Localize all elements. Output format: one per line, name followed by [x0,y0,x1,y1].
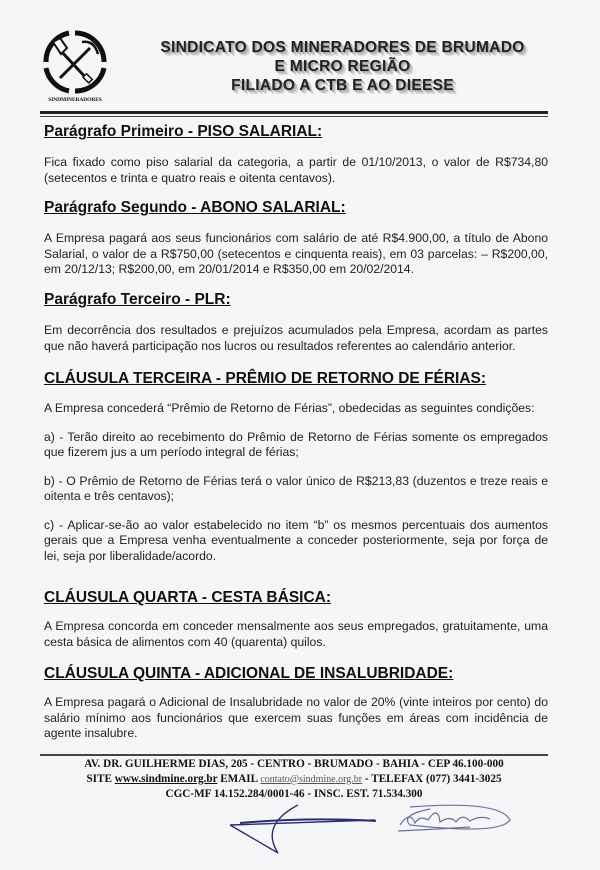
section-heading: Parágrafo Primeiro - PISO SALARIAL: [44,123,323,140]
section-heading: Parágrafo Segundo - ABONO SALARIAL: [44,199,346,216]
union-logo [40,28,110,106]
section-item-c: c) - Aplicar-se-ão ao valor estabelecido no item “b” os mesmos percentuais dos aumentos gerais que a Empresa venha eventualmente a conceder posteriormente, seja por força de lei, seja por liberalidade/acordo. [44,517,548,563]
letterhead [40,28,562,106]
section-paragraph: A Empresa concederá “Prêmio de Retorno de Férias”, obedecidas as seguintes condições: [44,401,535,415]
union-name-line-1: SINDICATO DOS MINERADORES DE BRUMADO [160,39,525,56]
section-paragraph: Em decorrência dos resultados e prejuízos acumulados pela Empresa, acordam as partes que não haverá participação nos lucros ou resultados referentes ao calendário anterior. [44,323,548,353]
section-cesta-basica [44,588,548,650]
email-link[interactable]: contato@sindmine.org.br [260,773,363,785]
section-item-b: b) - O Prêmio de Retorno de Férias terá o valor único de R$213,83 (duzentos e treze reais e oitenta e três centavos); [44,473,548,503]
union-name-line-3: FILIADO A CTB E AO DIEESE [231,77,454,94]
section-item-a: a) - Terão direito ao recebimento do Prêmio de Retorno de Férias somente os empregados que fizerem jus a um período integral de férias; [44,429,548,459]
logo-caption: SINDMINERADORES [48,97,102,103]
section-premio-retorno-ferias [44,369,548,564]
union-name-line-2: E MICRO REGIÃO [274,58,411,75]
section-plr [44,290,548,354]
section-heading: CLÁUSULA QUARTA - CESTA BÁSICA: [44,589,332,606]
section-adicional-insalubridade [44,664,548,742]
section-heading: CLÁUSULA TERCEIRA - PRÊMIO DE RETORNO DE FÉRIAS: [44,370,487,387]
signatures [200,795,540,865]
section-piso-salarial [44,122,548,186]
header-rule-thin [40,116,548,117]
header-rule [40,111,548,114]
signature-1 [230,805,376,853]
section-abono-salarial [44,198,548,278]
footer-rule [40,754,548,756]
site-label: SITE [86,772,112,785]
union-name [115,38,570,95]
section-heading: CLÁUSULA QUINTA - ADICIONAL DE INSALUBRIDADE: [44,665,454,682]
footer-contact [40,772,548,788]
telefax: - TELEFAX (077) 3441-3025 [364,772,502,785]
footer-registry: CGC-MF 14.152.284/0001-46 - INSC. EST. 71.534.300 [165,788,423,800]
footer-address: AV. DR. GUILHERME DIAS, 205 - CENTRO - BRUMADO - BAHIA - CEP 46.100-000 [84,758,504,770]
section-paragraph: A Empresa concorda em conceder mensalmente aos seus empregados, gratuitamente, uma cesta básica de alimentos com 40 (quarenta) quilos. [44,619,548,649]
section-heading: Parágrafo Terceiro - PLR: [44,291,231,308]
section-paragraph: A Empresa pagará o Adicional de Insalubridade no valor de 20% (vinte inteiros por cento) do salário mínimo aos funcionários que exercem suas funções em áreas com incidência de agente insalubre. [44,695,548,740]
pick-and-shovel-icon [40,28,110,96]
section-paragraph: A Empresa pagará aos seus funcionários com salário de até R$4.900,00, a título de Abono Salarial, o valor de a R$750,00 (setecentos e cinquenta reais), em 03 parcelas: – R$200,00, em 20/12/13; R$200,00, em 20/01/2014 e R$350,00 em 20/02/2014. [44,231,548,276]
section-paragraph: Fica fixado como piso salarial da categoria, a partir de 01/10/2013, o valor de R$734,80 (setecentos e trinta e quatro reais e oitenta centavos). [44,155,548,185]
site-link[interactable]: www.sindmine.org.br [114,772,218,785]
email-label: EMAIL [220,772,258,785]
signature-2 [398,805,510,831]
